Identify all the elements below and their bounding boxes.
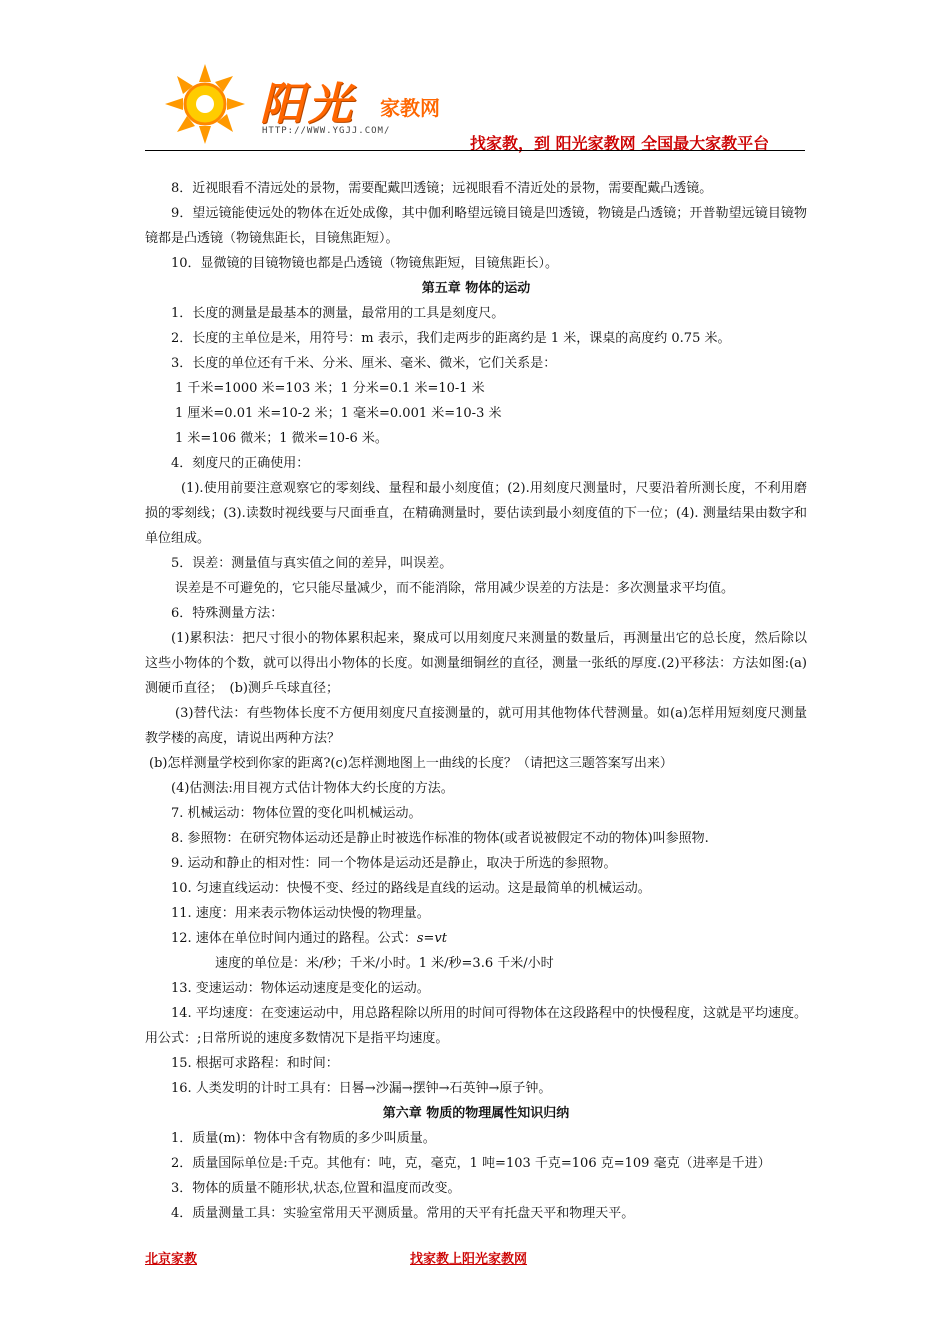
paragraph: 5．误差：测量值与真实值之间的差异，叫误差。 (171, 556, 453, 571)
brand-subtitle: 家教网 (380, 96, 440, 120)
slogan-suffix: 全国最大家教平台 (635, 134, 770, 153)
paragraph: 10. 匀速直线运动：快慢不变、经过的路线是直线的运动。这是最简单的机械运动。 (171, 881, 651, 896)
page-header (0, 0, 950, 160)
formula-label: 12. 速体在单位时间内通过的路程。公式： (171, 931, 417, 946)
paragraph: 15. 根据可求路程：和时间： (171, 1056, 339, 1071)
paragraph: 1 千米=1000 米=103 米；1 分米=0.1 米=10-1 米 (175, 381, 485, 396)
paragraph: 3．长度的单位还有千米、分米、厘米、毫米、微米，它们关系是： (171, 356, 557, 371)
paragraph: 13. 变速运动：物体运动速度是变化的运动。 (171, 981, 430, 996)
paragraph: 9．望远镜能使远处的物体在近处成像，其中伽利略望远镜目镜是凹透镜，物镜是凸透镜；开普勒望远镜目镜物镜都是凸透镜（物镜焦距长，目镜焦距短）。 (145, 206, 807, 246)
paragraph: (3)替代法：有些物体长度不方便用刻度尺直接测量的，就可用其他物体代替测量。如(a)怎样用短刻度尺测量教学楼的高度，请说出两种方法？ (145, 706, 807, 746)
paragraph: (b)怎样测量学校到你家的距离?(c)怎样测地图上一曲线的长度？（请把这三题答案写出来） (149, 756, 673, 771)
paragraph: (4)估测法:用目视方式估计物体大约长度的方法。 (171, 781, 454, 796)
paragraph: 1 米=106 微米；1 微米=10-6 米。 (175, 431, 388, 446)
brand-name: 阳光 (260, 79, 356, 130)
chapter-heading: 第五章 物体的运动 (421, 281, 531, 296)
footer-link-right[interactable]: 找家教上阳光家教网 (410, 1252, 528, 1267)
brand-url: HTTP://WWW.YGJJ.COM/ (262, 126, 391, 136)
footer-link-left[interactable]: 北京家教 (145, 1252, 198, 1267)
chapter-heading: 第六章 物质的物理属性知识归纳 (382, 1106, 570, 1121)
paragraph: (1).使用前要注意观察它的零刻线、量程和最小刻度值；(2).用刻度尺测量时，尺要沿着所测长度，不利用磨损的零刻线；(3).读数时视线要与尺面垂直，在精确测量时，要估读到最小刻度值的下一位；(4). 测量结果由数字和单位组成。 (145, 481, 807, 546)
paragraph: 16. 人类发明的计时工具有：日晷→沙漏→摆钟→石英钟→原子钟。 (171, 1081, 552, 1096)
paragraph: 速度的单位是：米/秒；千米/小时。1 米/秒=3.6 千米/小时 (215, 956, 554, 971)
paragraph: 1．长度的测量是最基本的测量，最常用的工具是刻度尺。 (171, 306, 505, 321)
paragraph: 4．质量测量工具：实验室常用天平测质量。常用的天平有托盘天平和物理天平。 (171, 1206, 635, 1221)
paragraph: 4．刻度尺的正确使用： (171, 456, 310, 471)
paragraph (145, 926, 807, 951)
paragraph: 3．物体的质量不随形状,状态,位置和温度而改变。 (171, 1181, 461, 1196)
slogan-link[interactable]: 阳光家教网 (555, 134, 636, 153)
paragraph: (1)累积法：把尺寸很小的物体累积起来，聚成可以用刻度尺来测量的数量后，再测量出它的总长度，然后除以这些小物体的个数，就可以得出小物体的长度。如测量细铜丝的直径，测量一张纸的厚度.(2)平移法：方法如图:(a)测硬币直径； (b)测乒乓球直径； (145, 631, 807, 696)
paragraph: 1 厘米=0.01 米=10-2 米；1 毫米=0.001 米=10-3 米 (175, 406, 502, 421)
paragraph: 6．特殊测量方法： (171, 606, 284, 621)
formula: s=vt (416, 931, 447, 946)
paragraph: 14. 平均速度：在变速运动中，用总路程除以所用的时间可得物体在这段路程中的快慢程度，这就是平均速度。用公式：;日常所说的速度多数情况下是指平均速度。 (145, 1006, 807, 1046)
paragraph: 7. 机械运动：物体位置的变化叫机械运动。 (171, 806, 422, 821)
paragraph: 8．近视眼看不清远处的景物，需要配戴凹透镜；远视眼看不清近处的景物，需要配戴凸透镜。 (171, 181, 713, 196)
document-body (145, 176, 807, 1226)
header-divider (145, 150, 805, 151)
paragraph: 误差是不可避免的，它只能尽量减少，而不能消除，常用减少误差的方法是：多次测量求平均值。 (175, 581, 735, 596)
paragraph: 8. 参照物：在研究物体运动还是静止时被选作标准的物体(或者说被假定不动的物体)叫参照物. (171, 831, 709, 846)
paragraph: 2．长度的主单位是米，用符号：m 表示，我们走两步的距离约是 1 米，课桌的高度约 0.75 米。 (171, 331, 731, 346)
paragraph: 10．显微镜的目镜物镜也都是凸透镜（物镜焦距短，目镜焦距长）。 (171, 256, 559, 271)
paragraph: 1．质量(m)：物体中含有物质的多少叫质量。 (171, 1131, 436, 1146)
paragraph: 9. 运动和静止的相对性：同一个物体是运动还是静止，取决于所选的参照物。 (171, 856, 617, 871)
slogan-prefix: 找家教，到 (470, 134, 556, 153)
paragraph: 11. 速度：用来表示物体运动快慢的物理量。 (171, 906, 430, 921)
paragraph: 2．质量国际单位是:千克。其他有：吨，克，毫克，1 吨=103 千克=106 克=109 毫克（进率是千进） (171, 1156, 771, 1171)
